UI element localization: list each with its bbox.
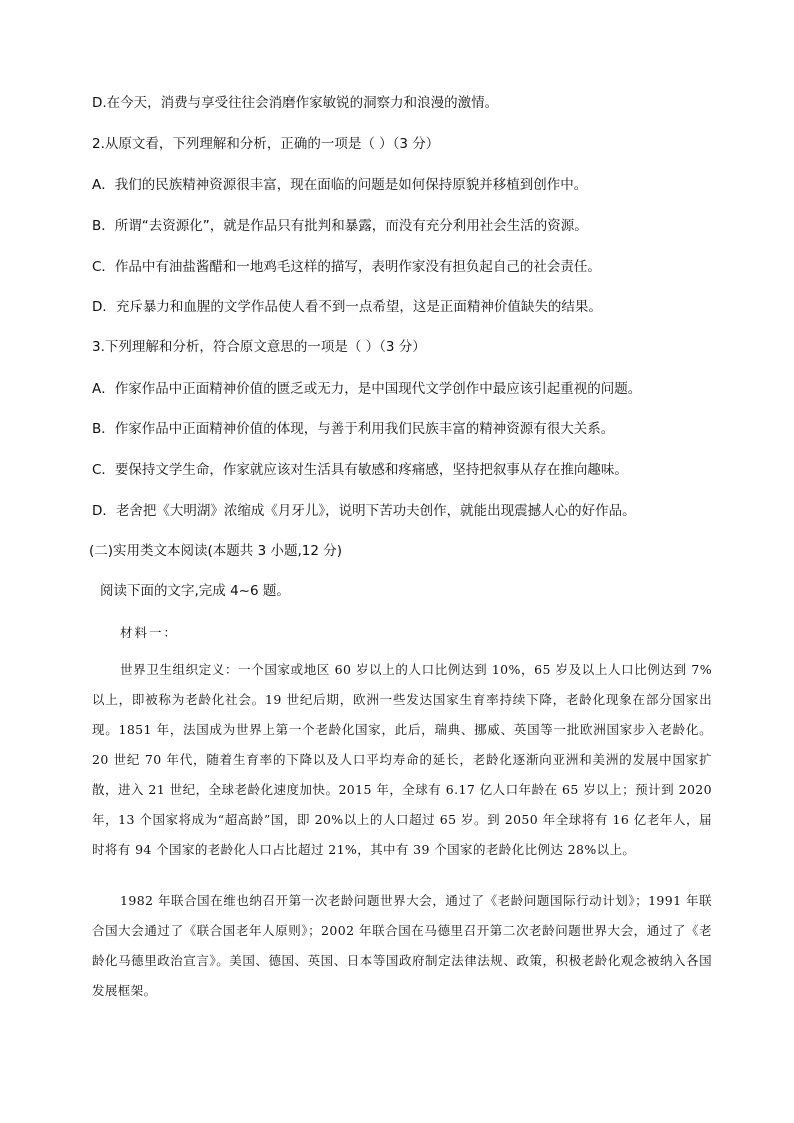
question-2-option-c: C．作品中有油盐酱醋和一地鸡毛这样的描写，表明作家没有担负起自己的社会责任。 — [92, 259, 601, 275]
material-label: 材料一： — [120, 625, 179, 640]
question-3-option-d: D．老舍把《大明湖》浓缩成《月牙儿》，说明下苦功夫创作，就能出现震撼人心的好作品。 — [92, 503, 636, 519]
material-paragraph-1: 世界卫生组织定义：一个国家或地区 60 岁以上的人口比例达到 10%，65 岁及以上人口比例达到 7%以上，即被称为老龄化社会。19 世纪后期，欧洲一些发达国家生育率持续下降，老龄化现象在部分国家出现。1851 年，法国成为世界上第一个老龄化国家，此后，瑞典、挪威、英国等一批欧洲国家步入老龄化。20 世纪 70 年代，随着生育率的下降以及人口平均寿命的延长，老龄化逐渐向亚洲和美洲的发展中国家扩散，进入 21 世纪，全球老龄化速度加快。2015 年，全球有 6.17 亿人口年龄在 65 岁以上；预计到 2020 年，13 个国家将成为“超高龄”国，即 20%以上的人口超过 65 岁。到 2050 年全球将有 16 亿老年人，届时将有 94 个国家的老龄化人口占比超过 21%，其中有 39 个国家的老龄化比例达 28%以上。 — [92, 662, 712, 857]
question-2-option-d: D．充斥暴力和血腥的文学作品使人看不到一点希望，这是正面精神价值缺失的结果。 — [92, 299, 602, 315]
material-paragraph-2: 1982 年联合国在维也纳召开第一次老龄问题世界大会，通过了《老龄问题国际行动计划》；1991 年联合国大会通过了《联合国老年人原则》；2002 年联合国在马德里召开第二次老龄问题世界大会，通过了《老龄化马德里政治宣言》。美国、德国、英国、日本等国政府制定法律法规、政策，积极老龄化观念被纳入各国发展框架。 — [92, 893, 712, 998]
question-2-stem: 2.从原文看，下列理解和分析，正确的一项是（ ）（3 分） — [92, 136, 440, 152]
question-3-option-c: C．要保持文学生命，作家就应该对生活具有敏感和疼痛感，坚持把叙事从存在推向趣味。 — [92, 462, 628, 478]
option-d-line: D.在今天，消费与享受往往会消磨作家敏锐的洞察力和浪漫的激情。 — [92, 95, 499, 111]
question-3-stem: 3.下列理解和分析，符合原文意思的一项是（ ）（3 分） — [92, 339, 426, 355]
question-2-option-a: A．我们的民族精神资源很丰富，现在面临的问题是如何保持原貌并移植到创作中。 — [92, 177, 588, 193]
section-heading: (二)实用类文本阅读(本题共 3 小题,12 分) — [89, 543, 342, 559]
question-3-option-b: B．作家作品中正面精神价值的体现，与善于利用我们民族丰富的精神资源有很大关系。 — [92, 421, 615, 437]
reading-instruction: 阅读下面的文字,完成 4~6 题。 — [100, 583, 290, 599]
question-3-option-a: A．作家作品中正面精神价值的匮乏或无力，是中国现代文学创作中最应该引起重视的问题。 — [92, 381, 642, 397]
question-2-option-b: B．所谓“去资源化”，就是作品只有批判和暴露，而没有充分利用社会生活的资源。 — [92, 218, 588, 234]
